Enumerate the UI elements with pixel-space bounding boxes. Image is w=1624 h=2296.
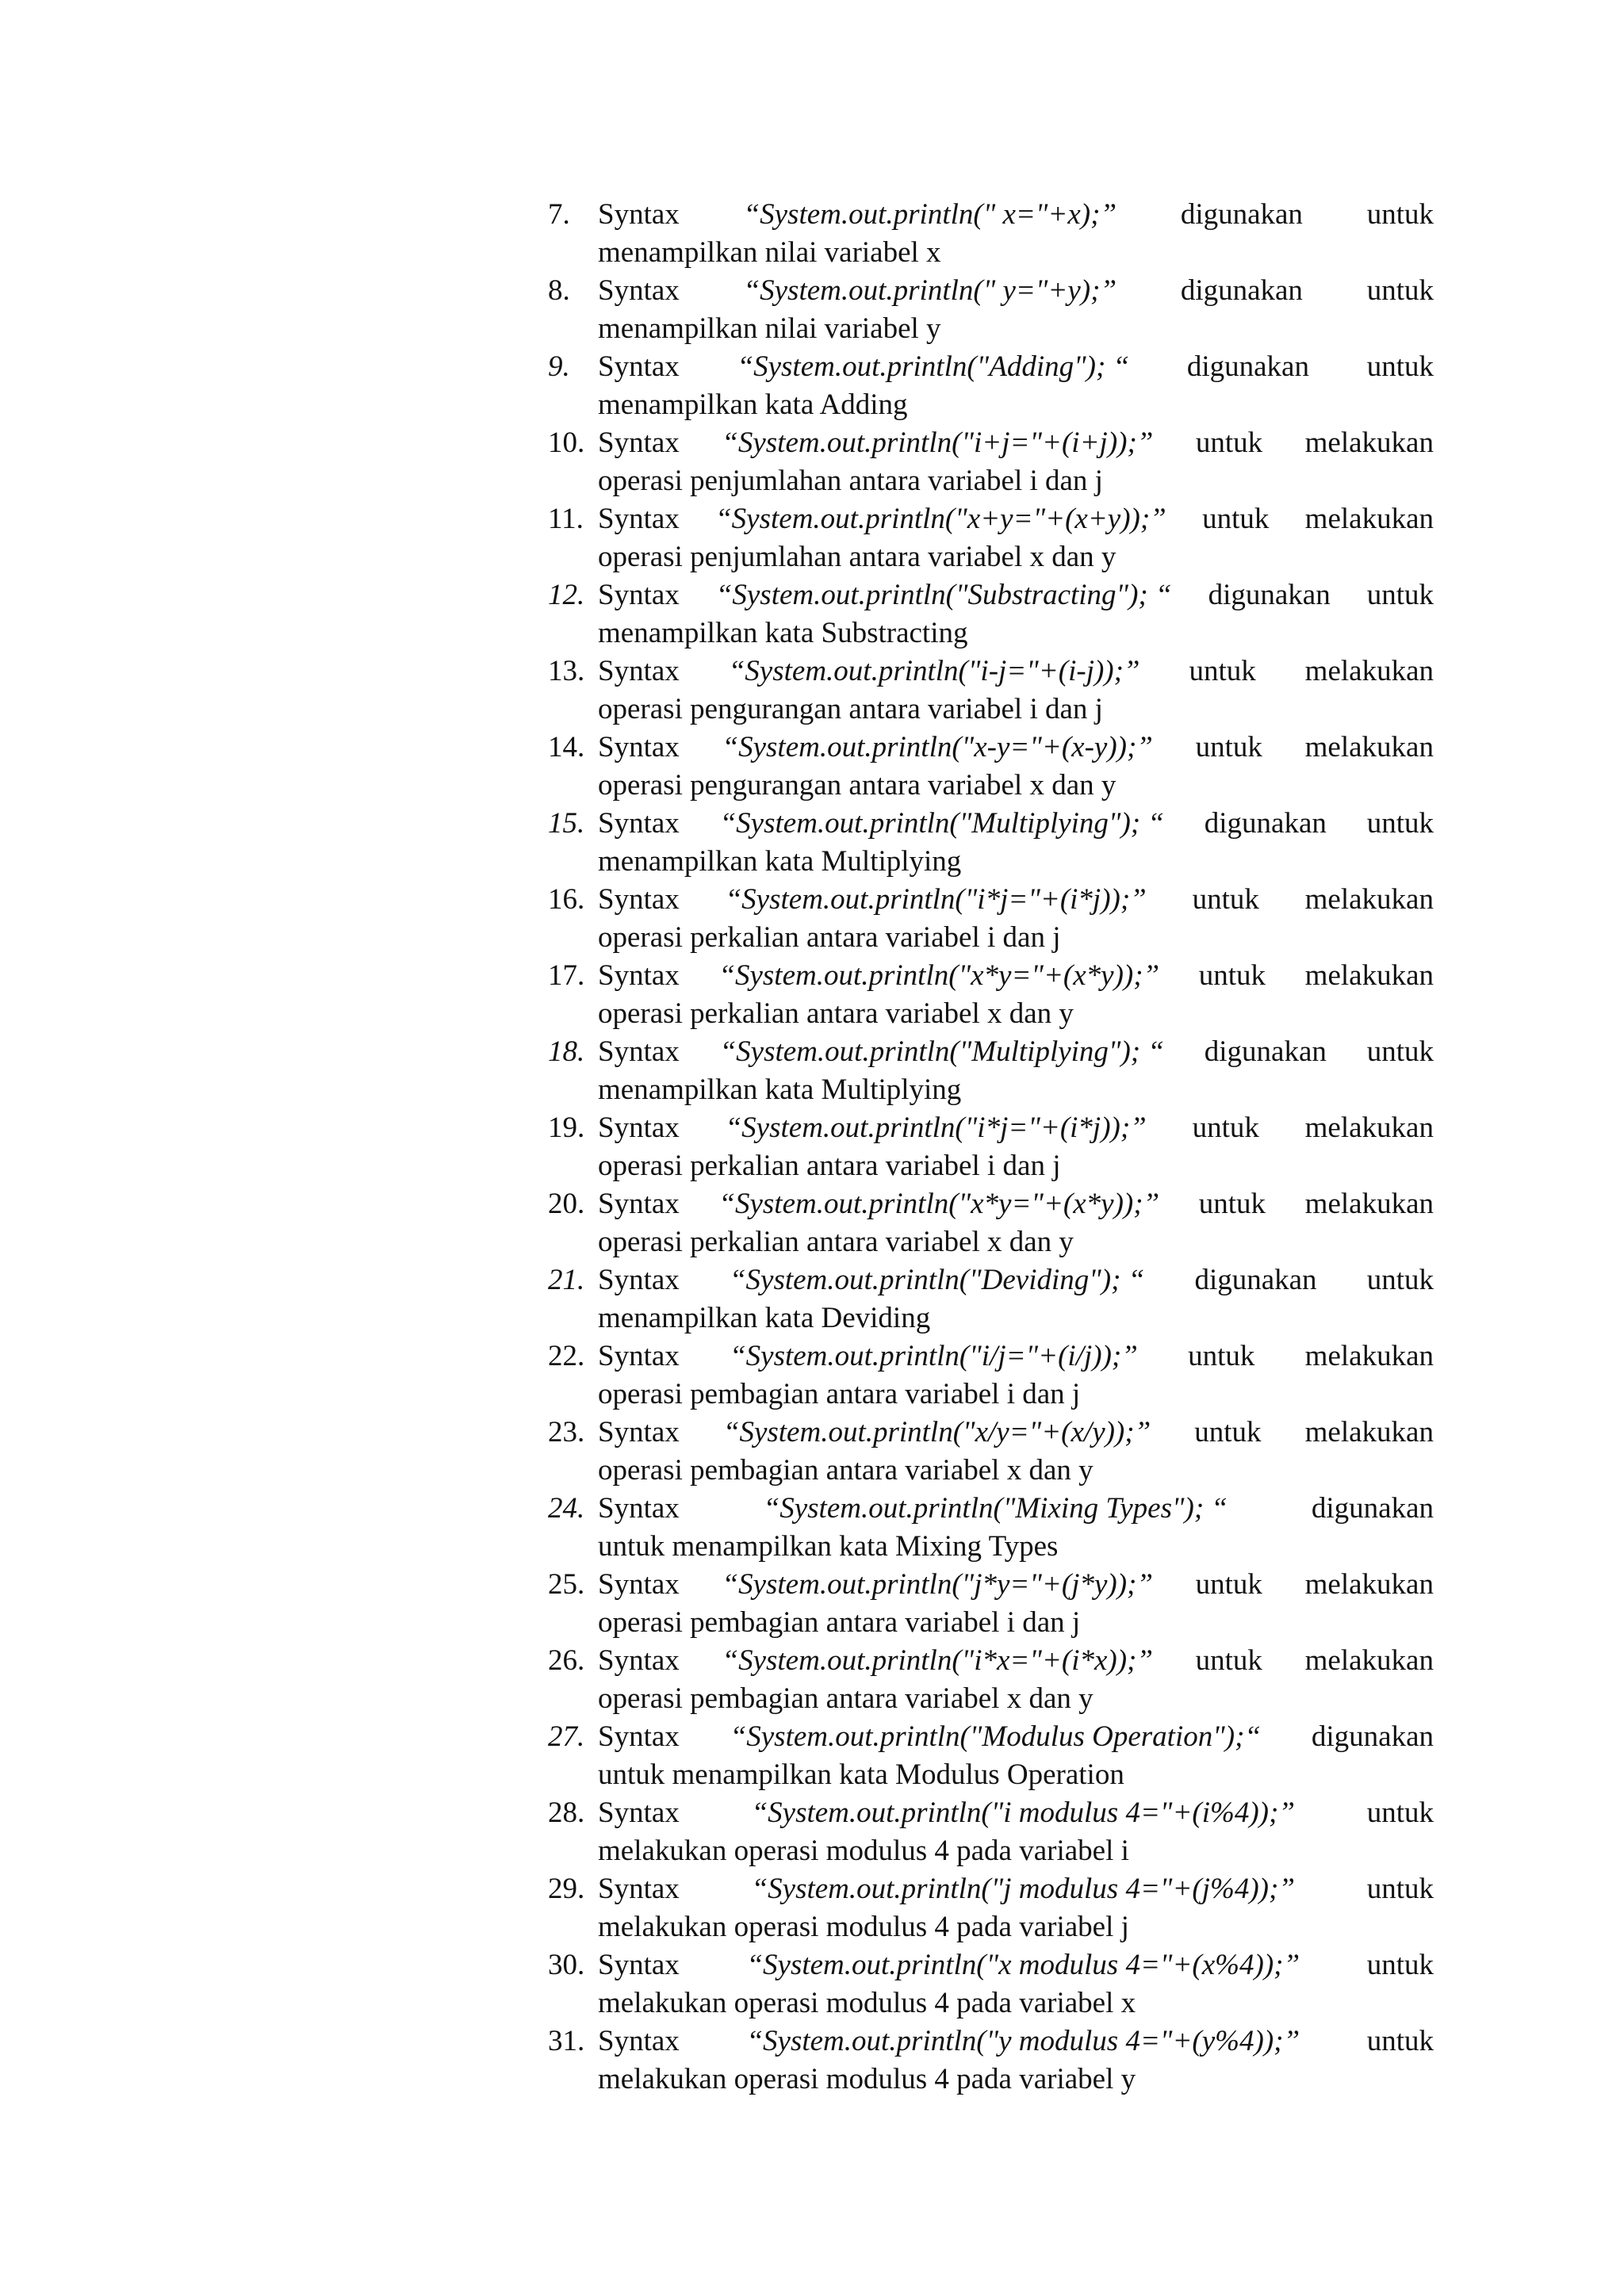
item-description: operasi pembagian antara variabel x dan y (598, 1454, 1094, 1487)
description-word: untuk (1195, 1644, 1262, 1677)
description-word: melakukan (1304, 1568, 1434, 1601)
code-snippet: “System.out.println("i*j="+(i*j));” (725, 1112, 1147, 1144)
code-snippet: “System.out.println("j modulus 4="+(j%4));” (751, 1873, 1295, 1905)
list-item (548, 1946, 1434, 2022)
item-first-line (598, 500, 1434, 538)
item-first-line (598, 1490, 1434, 1528)
description-word: untuk (1188, 1340, 1255, 1372)
syntax-word: Syntax (598, 1568, 680, 1601)
description-word: untuk (1189, 655, 1256, 687)
code-snippet: “System.out.println("i-j="+(i-j));” (728, 655, 1140, 687)
description-word: digunakan (1194, 1264, 1317, 1296)
item-number: 27. (548, 1720, 585, 1753)
item-number: 8. (548, 274, 570, 307)
code-snippet: “System.out.println("Multiplying"); “ (719, 807, 1164, 840)
item-number: 10. (548, 427, 585, 459)
code-snippet: “System.out.println("x-y="+(x-y));” (722, 731, 1153, 763)
item-number: 23. (548, 1416, 585, 1448)
code-snippet: “System.out.println("Mixing Types"); “ (763, 1492, 1228, 1525)
item-description: menampilkan kata Multiplying (598, 1073, 962, 1106)
code-snippet: “System.out.println("j*y="+(j*y));” (722, 1568, 1153, 1601)
syntax-word: Syntax (598, 1949, 680, 1981)
description-word: melakukan (1304, 1340, 1434, 1372)
code-snippet: “System.out.println("x modulus 4="+(x%4));” (746, 1949, 1300, 1981)
code-snippet: “System.out.println("x*y="+(x*y));” (718, 1188, 1160, 1220)
item-description: melakukan operasi modulus 4 pada variabel j (598, 1911, 1129, 1943)
item-first-line (598, 1033, 1434, 1071)
code-snippet: “System.out.println("Substracting"); “ (715, 579, 1172, 611)
item-description: untuk menampilkan kata Modulus Operation (598, 1758, 1124, 1791)
code-snippet: “System.out.println("Adding"); “ (737, 350, 1130, 383)
syntax-word: Syntax (598, 959, 680, 992)
item-description: operasi perkalian antara variabel i dan j (598, 921, 1061, 954)
description-word: digunakan (1208, 579, 1331, 611)
description-word: untuk (1202, 503, 1270, 535)
item-number: 28. (548, 1797, 585, 1829)
description-word: melakukan (1304, 503, 1434, 535)
item-description: menampilkan nilai variabel y (598, 312, 941, 345)
item-number: 21. (548, 1264, 585, 1296)
item-first-line (598, 1414, 1434, 1452)
description-word: untuk (1195, 1568, 1262, 1601)
item-first-line (598, 272, 1434, 310)
code-snippet: “System.out.println("Modulus Operation");“ (730, 1720, 1261, 1753)
syntax-word: Syntax (598, 1264, 680, 1296)
description-word: untuk (1366, 1035, 1434, 1068)
item-first-line (598, 1109, 1434, 1147)
description-word: melakukan (1304, 959, 1434, 992)
item-number: 15. (548, 807, 585, 840)
description-word: digunakan (1180, 274, 1303, 307)
item-first-line (598, 652, 1434, 691)
list-item (548, 1794, 1434, 1870)
description-word: melakukan (1304, 655, 1434, 687)
item-description: menampilkan kata Multiplying (598, 845, 962, 878)
item-description: operasi perkalian antara variabel x dan y (598, 997, 1074, 1030)
code-snippet: “System.out.println("Multiplying"); “ (719, 1035, 1164, 1068)
syntax-word: Syntax (598, 1720, 680, 1753)
code-snippet: “System.out.println("i modulus 4="+(i%4));” (751, 1797, 1295, 1829)
description-word: melakukan (1304, 1188, 1434, 1220)
list-item (548, 1414, 1434, 1490)
list-item (548, 1337, 1434, 1414)
item-first-line (598, 1261, 1434, 1299)
item-description: operasi pembagian antara variabel x dan y (598, 1682, 1094, 1715)
description-word: digunakan (1180, 198, 1303, 231)
list-item (548, 348, 1434, 424)
description-word: untuk (1366, 1873, 1434, 1905)
item-description: untuk menampilkan kata Mixing Types (598, 1530, 1059, 1563)
item-description: operasi perkalian antara variabel x dan y (598, 1226, 1074, 1258)
item-description: operasi penjumlahan antara variabel x dan y (598, 541, 1116, 573)
list-item (548, 424, 1434, 500)
item-first-line (598, 1337, 1434, 1376)
list-item (548, 1261, 1434, 1337)
code-snippet: “System.out.println("Deviding"); “ (729, 1264, 1145, 1296)
syntax-word: Syntax (598, 883, 680, 916)
list-item (548, 196, 1434, 272)
item-number: 13. (548, 655, 585, 687)
description-word: untuk (1194, 1416, 1262, 1448)
list-item (548, 1642, 1434, 1718)
syntax-word: Syntax (598, 1873, 680, 1905)
item-description: melakukan operasi modulus 4 pada variabel x (598, 1987, 1136, 2019)
item-first-line (598, 576, 1434, 614)
item-description: operasi pengurangan antara variabel x dan y (598, 769, 1116, 802)
description-word: digunakan (1204, 807, 1327, 840)
code-snippet: “System.out.println("y modulus 4="+(y%4));” (746, 2025, 1300, 2057)
description-word: untuk (1366, 2025, 1434, 2057)
description-word: untuk (1195, 427, 1263, 459)
item-first-line (598, 424, 1434, 462)
item-number: 7. (548, 198, 570, 231)
item-first-line (598, 1946, 1434, 1984)
syntax-word: Syntax (598, 503, 680, 535)
code-snippet: “System.out.println("x/y="+(x/y));” (722, 1416, 1151, 1448)
description-word: melakukan (1304, 883, 1434, 916)
item-number: 26. (548, 1644, 585, 1677)
item-first-line (598, 1185, 1434, 1223)
item-number: 12. (548, 579, 585, 611)
description-word: melakukan (1304, 427, 1434, 459)
item-first-line (598, 805, 1434, 843)
description-word: untuk (1198, 1188, 1266, 1220)
code-snippet: “System.out.println(" x="+x);” (743, 198, 1117, 231)
syntax-word: Syntax (598, 274, 680, 307)
description-word: untuk (1366, 1949, 1434, 1981)
description-word: untuk (1366, 350, 1434, 383)
item-number: 14. (548, 731, 585, 763)
item-first-line (598, 1794, 1434, 1832)
syntax-word: Syntax (598, 579, 680, 611)
description-word: digunakan (1186, 350, 1309, 383)
item-first-line (598, 2022, 1434, 2061)
syntax-word: Syntax (598, 1492, 680, 1525)
item-number: 22. (548, 1340, 585, 1372)
description-word: untuk (1366, 1264, 1434, 1296)
description-word: untuk (1195, 731, 1262, 763)
item-number: 20. (548, 1188, 585, 1220)
syntax-word: Syntax (598, 427, 680, 459)
description-word: untuk (1366, 198, 1434, 231)
item-first-line (598, 1870, 1434, 1908)
description-word: untuk (1366, 579, 1434, 611)
code-snippet: “System.out.println("i*j="+(i*j));” (725, 883, 1147, 916)
item-description: menampilkan kata Deviding (598, 1302, 931, 1334)
list-item (548, 1033, 1434, 1109)
list-item (548, 1109, 1434, 1185)
item-description: operasi penjumlahan antara variabel i dan j (598, 465, 1103, 497)
syntax-explanation-list (548, 196, 1434, 2099)
list-item (548, 652, 1434, 729)
code-snippet: “System.out.println("i/j="+(i/j));” (730, 1340, 1138, 1372)
item-number: 29. (548, 1873, 585, 1905)
list-item (548, 1185, 1434, 1261)
list-item (548, 729, 1434, 805)
list-item (548, 576, 1434, 652)
syntax-word: Syntax (598, 807, 680, 840)
item-number: 31. (548, 2025, 585, 2057)
description-word: digunakan (1204, 1035, 1327, 1068)
list-item (548, 881, 1434, 957)
item-number: 9. (548, 350, 570, 383)
item-first-line (598, 348, 1434, 386)
item-number: 30. (548, 1949, 585, 1981)
description-word: melakukan (1304, 1112, 1434, 1144)
list-item (548, 957, 1434, 1033)
syntax-word: Syntax (598, 1644, 680, 1677)
list-item (548, 2022, 1434, 2099)
list-item (548, 1566, 1434, 1642)
item-description: menampilkan nilai variabel x (598, 236, 941, 269)
item-description: menampilkan kata Substracting (598, 617, 968, 649)
syntax-word: Syntax (598, 1340, 680, 1372)
list-item (548, 1718, 1434, 1794)
item-description: operasi pengurangan antara variabel i dan j (598, 693, 1103, 725)
code-snippet: “System.out.println(" y="+y);” (743, 274, 1117, 307)
code-snippet: “System.out.println("x+y="+(x+y));” (715, 503, 1166, 535)
item-number: 24. (548, 1492, 585, 1525)
list-item (548, 272, 1434, 348)
syntax-word: Syntax (598, 1035, 680, 1068)
description-word: untuk (1192, 883, 1259, 916)
syntax-word: Syntax (598, 198, 680, 231)
syntax-word: Syntax (598, 1797, 680, 1829)
item-number: 18. (548, 1035, 585, 1068)
item-description: melakukan operasi modulus 4 pada variabel y (598, 2063, 1136, 2095)
item-first-line (598, 957, 1434, 995)
item-description: operasi pembagian antara variabel i dan j (598, 1606, 1081, 1639)
list-item (548, 500, 1434, 576)
item-number: 16. (548, 883, 585, 916)
item-first-line (598, 1642, 1434, 1680)
syntax-word: Syntax (598, 2025, 680, 2057)
item-number: 17. (548, 959, 585, 992)
syntax-word: Syntax (598, 1416, 680, 1448)
item-number: 19. (548, 1112, 585, 1144)
code-snippet: “System.out.println("x*y="+(x*y));” (718, 959, 1160, 992)
syntax-word: Syntax (598, 731, 680, 763)
description-word: untuk (1366, 807, 1434, 840)
code-snippet: “System.out.println("i+j="+(i+j));” (722, 427, 1154, 459)
syntax-word: Syntax (598, 350, 680, 383)
syntax-word: Syntax (598, 655, 680, 687)
item-first-line (598, 1566, 1434, 1604)
item-number: 25. (548, 1568, 585, 1601)
item-first-line (598, 196, 1434, 234)
list-item (548, 805, 1434, 881)
description-word: melakukan (1304, 1644, 1434, 1677)
list-item (548, 1490, 1434, 1566)
description-word: untuk (1366, 274, 1434, 307)
item-description: operasi pembagian antara variabel i dan j (598, 1378, 1081, 1410)
description-word: melakukan (1304, 731, 1434, 763)
description-word: digunakan (1311, 1720, 1434, 1753)
item-first-line (598, 1718, 1434, 1756)
description-word: untuk (1366, 1797, 1434, 1829)
item-first-line (598, 881, 1434, 919)
item-number: 11. (548, 503, 584, 535)
item-description: melakukan operasi modulus 4 pada variabel i (598, 1835, 1129, 1867)
code-snippet: “System.out.println("i*x="+(i*x));” (722, 1644, 1153, 1677)
syntax-word: Syntax (598, 1112, 680, 1144)
description-word: digunakan (1311, 1492, 1434, 1525)
description-word: untuk (1192, 1112, 1259, 1144)
item-description: operasi perkalian antara variabel i dan j (598, 1150, 1061, 1182)
syntax-word: Syntax (598, 1188, 680, 1220)
description-word: melakukan (1304, 1416, 1434, 1448)
list-item (548, 1870, 1434, 1946)
item-description: menampilkan kata Adding (598, 388, 908, 421)
description-word: untuk (1198, 959, 1266, 992)
item-first-line (598, 729, 1434, 767)
